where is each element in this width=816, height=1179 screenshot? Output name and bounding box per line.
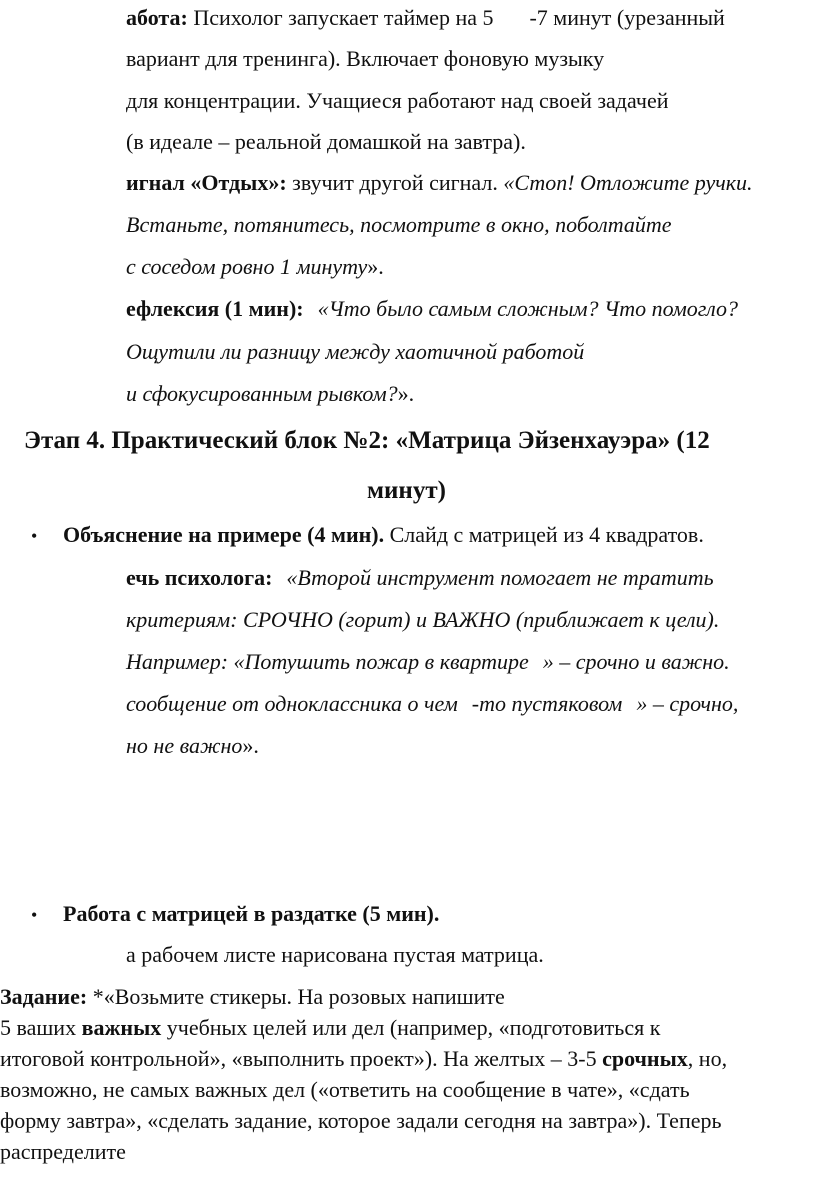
- bullet-icon: •: [31, 526, 38, 546]
- task-important: важных: [81, 1015, 162, 1040]
- speech-line-5: [126, 735, 259, 757]
- task-line-6: распределите: [0, 1139, 126, 1164]
- speech-quote-end: ».: [242, 733, 259, 758]
- task-line-4: возможно, не самых важных дел («ответить на сообщение в чате», «сдать: [0, 1077, 690, 1102]
- speech-quote-4c: » – срочно,: [636, 691, 739, 716]
- speech-quote-3b: » – срочно и важно.: [542, 649, 730, 674]
- rest-signal-quote-end: ».: [367, 254, 384, 279]
- reflection-line-3: [126, 383, 414, 405]
- work-paragraph-line-2: вариант для тренинга). Включает фоновую музыку: [126, 46, 605, 71]
- explanation-text: Слайд с матрицей из 4 квадратов.: [384, 522, 704, 547]
- rest-signal-label: игнал «Отдых»:: [126, 170, 287, 195]
- work-label: абота:: [126, 5, 188, 30]
- rest-signal-text: звучит другой сигнал.: [286, 170, 504, 195]
- task-text-3a: итоговой контрольной: [0, 1046, 210, 1071]
- stage-heading-line-2: минут): [367, 477, 446, 504]
- rest-signal-line-2: Встаньте, потянитесь, посмотрите в окно, поболтайте: [126, 212, 672, 237]
- task-urgent: срочных: [602, 1046, 688, 1071]
- rest-signal-quote-1: «Стоп! Отложите ручки.: [503, 170, 753, 195]
- task-line-2: [0, 1017, 660, 1039]
- matrix-work-sub: а рабочем листе нарисована пустая матрица.: [126, 942, 544, 967]
- speech-quote-4a: сообщение от одноклассника о чем: [126, 691, 458, 716]
- rest-signal-line-3: [126, 256, 384, 278]
- reflection-line-1: [126, 298, 738, 320]
- task-text-2c: учебных целей или дел (например, «подготовиться к: [161, 1015, 661, 1040]
- task-label: Задание:: [0, 984, 88, 1009]
- speech-quote-1: «Второй инструмент помогает не тратить: [286, 565, 714, 590]
- speech-quote-5: но не важно: [126, 733, 243, 758]
- speech-line-3: [126, 651, 730, 673]
- rest-signal-quote-3: с соседом ровно 1 минуту: [126, 254, 368, 279]
- task-line-1: [0, 986, 505, 1008]
- speech-quote-3a: Например: «Потушить пожар в квартире: [126, 649, 529, 674]
- speech-quote-4b: -то пустяковом: [471, 691, 623, 716]
- task-line-5: форму завтра», «сделать задание, которое задали сегодня на завтра»). Теперь: [0, 1108, 722, 1133]
- work-paragraph-line-4: (в идеале – реальной домашкой на завтра).: [126, 129, 526, 154]
- reflection-line-2: Ощутили ли разницу между хаотичной работой: [126, 339, 585, 364]
- explanation-title: Объяснение на примере (4 мин).: [63, 522, 385, 547]
- matrix-work-title: Работа с матрицей в раздатке (5 мин).: [63, 901, 440, 926]
- reflection-label: ефлексия (1 мин):: [126, 296, 304, 321]
- task-text-3d: , но,: [687, 1046, 728, 1071]
- speech-label: ечь психолога:: [126, 565, 273, 590]
- speech-line-1: [126, 567, 714, 589]
- bullet-icon: •: [31, 905, 38, 925]
- stage-heading-line-1: Этап 4. Практический блок №2: «Матрица Эйзенхауэра» (12: [24, 427, 710, 454]
- task-line-3: [0, 1048, 727, 1070]
- work-paragraph-line-3: для концентрации. Учащиеся работают над своей задачей: [126, 88, 669, 113]
- task-text-2a: 5 ваших: [0, 1015, 82, 1040]
- reflection-quote-end: ».: [397, 381, 415, 406]
- work-text-b: -7 минут (урезанный: [529, 5, 725, 30]
- task-text-3b: », «выполнить проект»). На желтых – 3-5: [209, 1046, 603, 1071]
- task-text-1: *«Возьмите стикеры. На розовых напишите: [87, 984, 505, 1009]
- reflection-quote-1: «Что было самым сложным? Что помогло?: [317, 296, 738, 321]
- speech-line-4: [126, 693, 738, 715]
- work-paragraph-line-1: [126, 7, 725, 29]
- speech-line-2: критериям: СРОЧНО (горит) и ВАЖНО (приближает к цели).: [126, 607, 720, 632]
- explanation-bullet: [63, 524, 704, 546]
- rest-signal-line-1: [126, 172, 753, 194]
- work-text-a: Психолог запускает таймер на 5: [187, 5, 494, 30]
- reflection-quote-3: и сфокусированным рывком?: [126, 381, 398, 406]
